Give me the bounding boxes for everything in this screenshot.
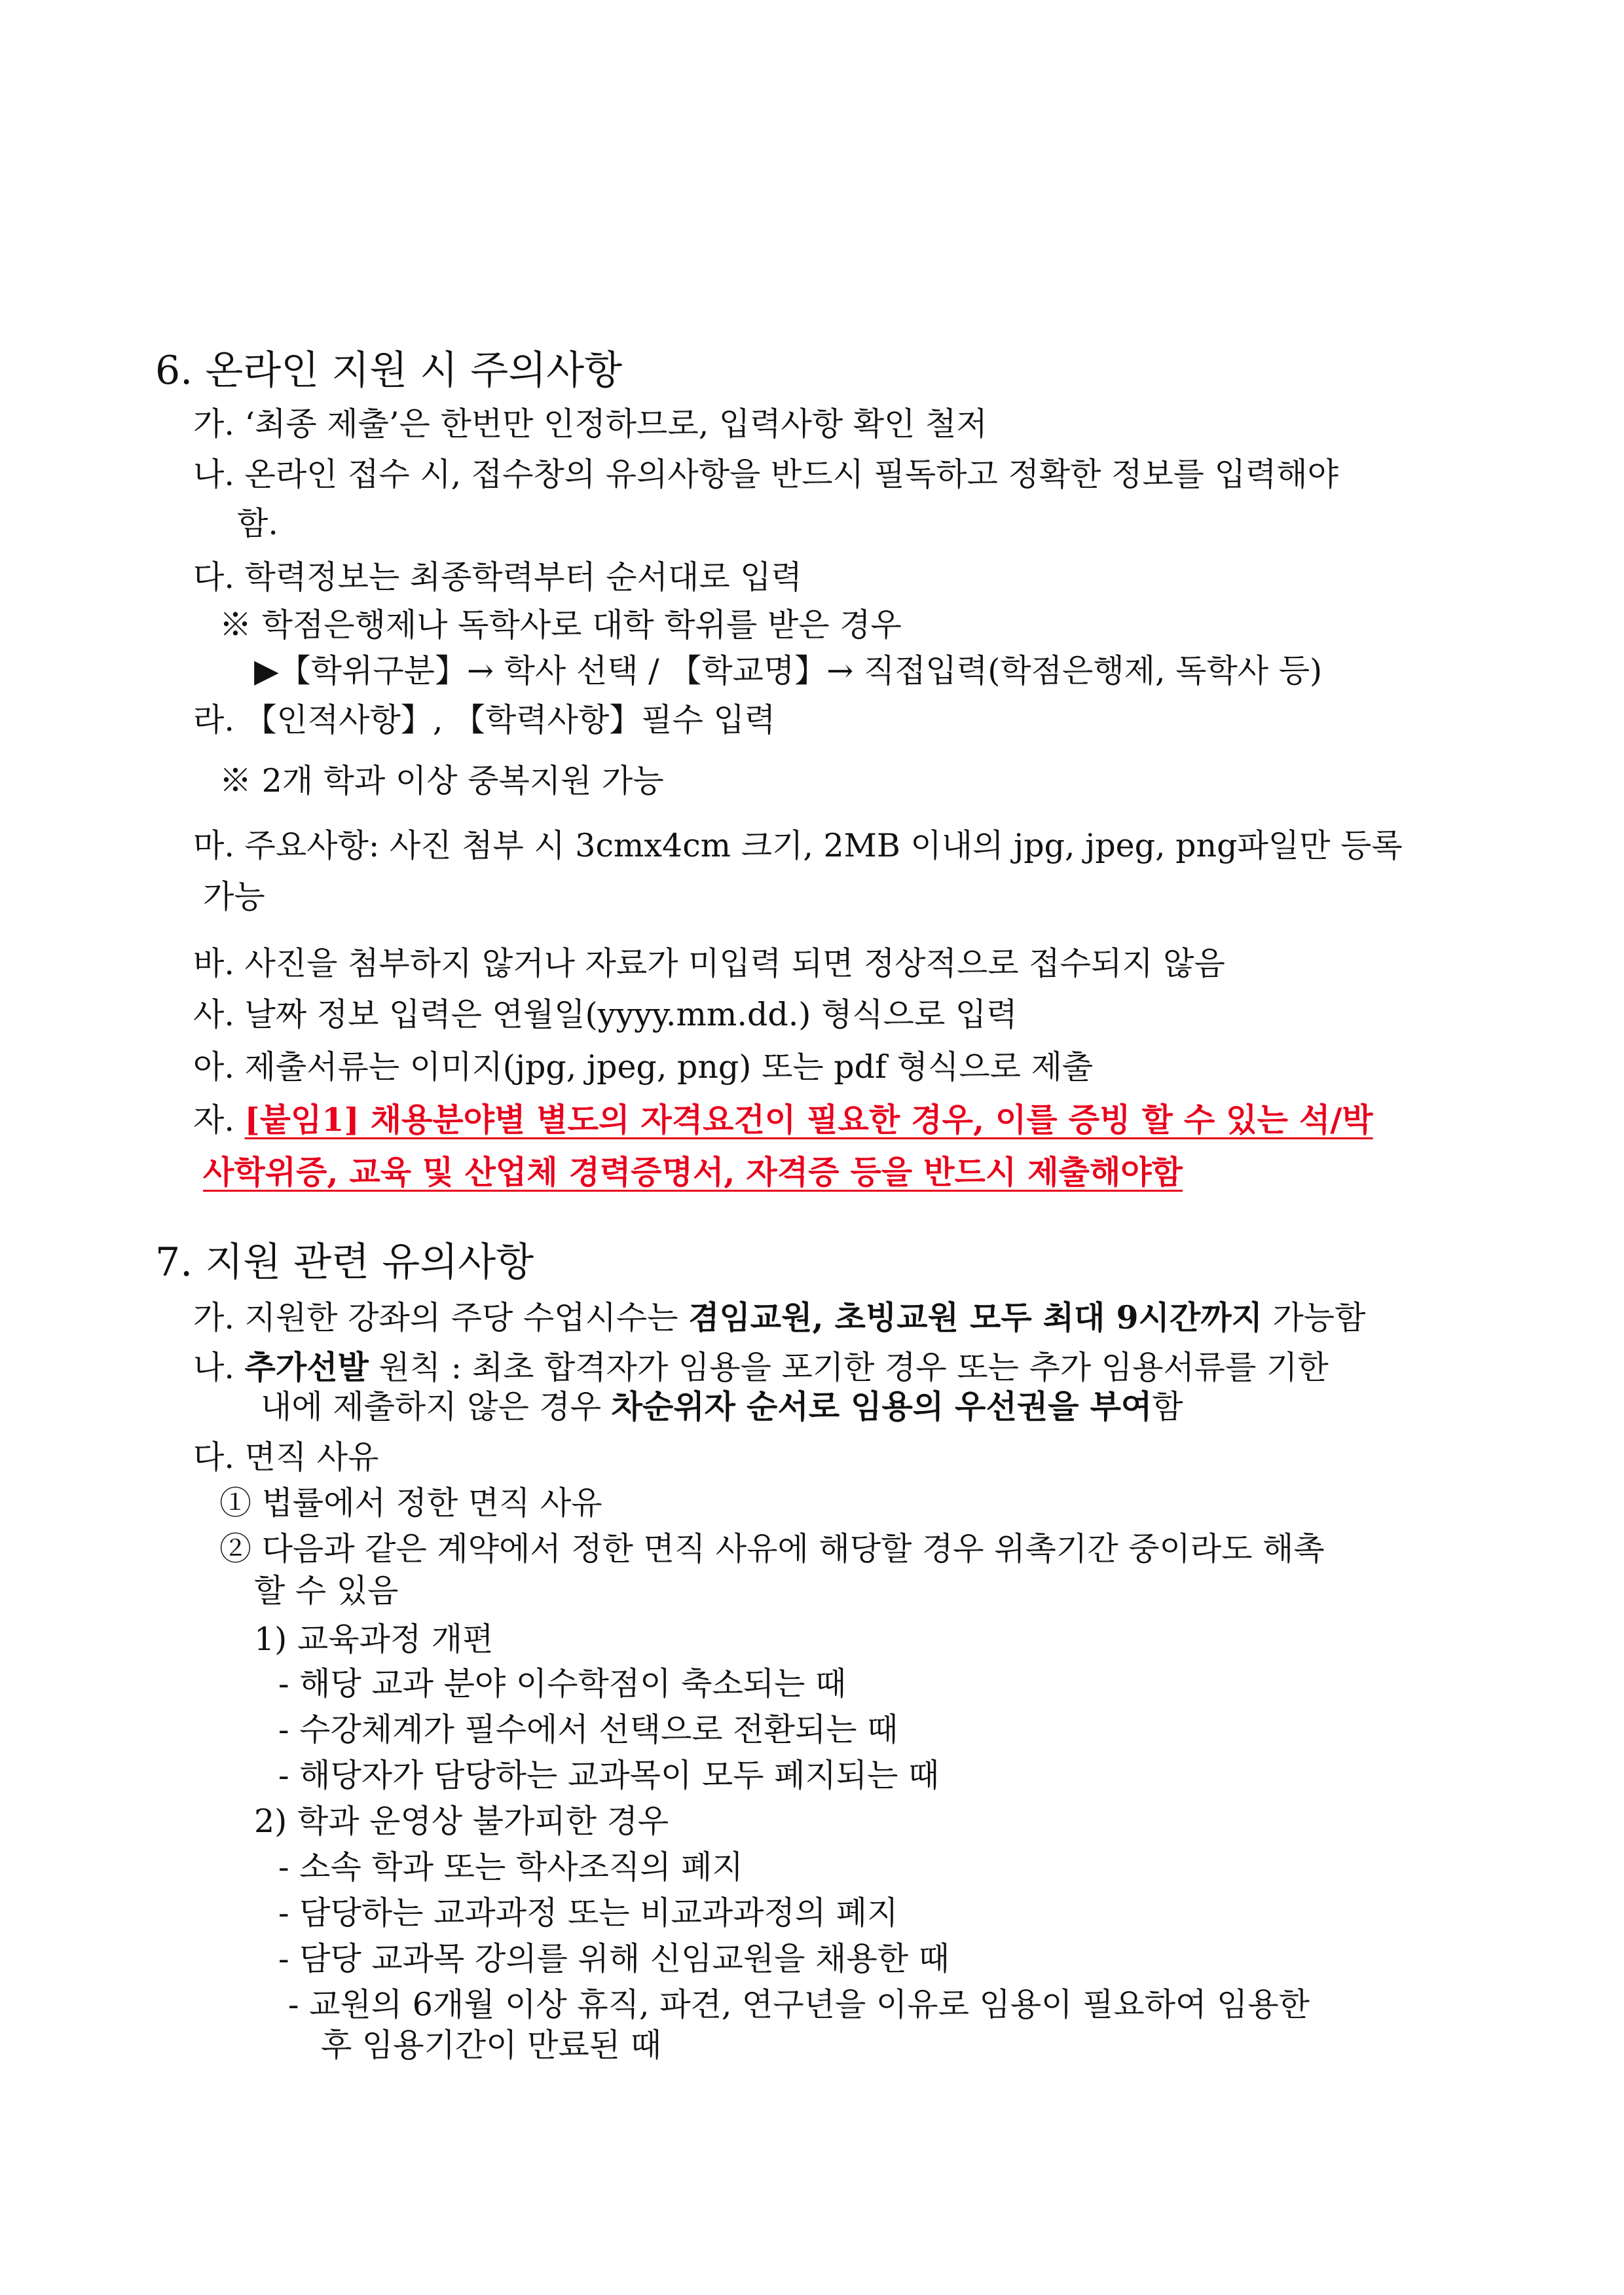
item7-na-text: 원칙 : 최초 합격자가 임용을 포기한 경우 또는 추가 임용서류를 기한	[368, 1349, 1329, 1386]
item-na-line1: 나. 온라인 접수 시, 접수창의 유의사항을 반드시 필독하고 정확한 정보를 입력해야	[193, 456, 1338, 493]
item-ra: 라. 【인적사항】, 【학력사항】필수 입력	[193, 701, 776, 739]
section-6-title: 6. 온라인 지원 시 주의사항	[155, 348, 623, 394]
item7-na-line2	[261, 1387, 1183, 1427]
item7-ga-tail: 가능함	[1262, 1299, 1366, 1336]
item-na-line2: 함.	[237, 505, 278, 542]
item-ba: 바. 사진을 첨부하지 않거나 자료가 미입력 되면 정상적으로 접수되지 않음	[193, 945, 1225, 982]
item7-na-bold: 추가선발	[244, 1348, 369, 1386]
sub-1-item-3: - 해당자가 담당하는 교과목이 모두 폐지되는 때	[278, 1757, 940, 1794]
sub-2-item-3: - 담당 교과목 강의를 위해 신임교원을 채용한 때	[278, 1940, 950, 1977]
item-ja-highlight-line2: 사학위증, 교육 및 산업체 경력증명서, 자격증 등을 반드시 제출해야함	[203, 1153, 1183, 1191]
item7-na-tail: 함	[1152, 1388, 1183, 1425]
item7-na-label: 나.	[193, 1349, 245, 1386]
item-da: 다. 학력정보는 최종학력부터 순서대로 입력	[193, 559, 802, 596]
item-ja-line2	[203, 1152, 1183, 1192]
item7-ga-bold: 겸임교원, 초빙교원 모두 최대 9시간까지	[688, 1298, 1263, 1336]
item-ja-label: 자.	[193, 1101, 245, 1139]
sub-2-item-4-line1: - 교원의 6개월 이상 휴직, 파견, 연구년을 이유로 임용이 필요하여 임용한	[288, 1986, 1310, 2023]
clause-2-line2: 할 수 있음	[254, 1572, 399, 1609]
item7-na-text2: 내에 제출하지 않은 경우	[261, 1388, 612, 1425]
item7-na-line1	[193, 1348, 1329, 1387]
item7-ga-text: 가. 지원한 강좌의 주당 수업시수는	[193, 1299, 689, 1336]
item-ra-note: ※ 2개 학과 이상 중복지원 가능	[219, 762, 664, 799]
item-ma-line2: 가능	[203, 878, 265, 915]
sub-2-item-2: - 담당하는 교과과정 또는 비교과과정의 폐지	[278, 1894, 898, 1932]
item-ga: 가. ‘최종 제출’은 한번만 인정하므로, 입력사항 확인 철저	[193, 405, 987, 443]
section-7-title: 7. 지원 관련 유의사항	[155, 1239, 534, 1285]
sub-2-item-1: - 소속 학과 또는 학사조직의 폐지	[278, 1848, 743, 1886]
item-ja-line1	[193, 1100, 1373, 1140]
sub-1-item-2: - 수강체계가 필수에서 선택으로 전환되는 때	[278, 1711, 898, 1748]
item7-ga	[193, 1298, 1365, 1338]
item-a: 아. 제출서류는 이미지(jpg, jpeg, png) 또는 pdf 형식으로 제출	[193, 1048, 1094, 1086]
sub-2: 2) 학과 운영상 불가피한 경우	[254, 1803, 669, 1840]
sub-1: 1) 교육과정 개편	[254, 1621, 494, 1658]
item7-da: 다. 면직 사유	[193, 1439, 379, 1476]
sub-2-item-4-line2: 후 임용기간이 만료된 때	[321, 2027, 662, 2064]
item-sa: 사. 날짜 정보 입력은 연월일(yyyy.mm.dd.) 형식으로 입력	[193, 996, 1018, 1033]
clause-1: ① 법률에서 정한 면직 사유	[219, 1484, 602, 1522]
item-da-arrow: ▶【학위구분】→ 학사 선택 / 【학교명】→ 직접입력(학점은행제, 독학사 등)	[254, 652, 1323, 689]
item-ma-line1: 마. 주요사항: 사진 첨부 시 3cmx4cm 크기, 2MB 이내의 jpg, jpeg, png파일만 등록	[193, 827, 1403, 864]
item-da-note: ※ 학점은행제나 독학사로 대학 학위를 받은 경우	[219, 606, 902, 644]
clause-2-line1: ② 다음과 같은 계약에서 정한 면직 사유에 해당할 경우 위촉기간 중이라도 해촉	[219, 1530, 1325, 1568]
item7-na-bold2: 차순위자 순서로 임용의 우선권을 부여	[611, 1387, 1153, 1425]
item-ja-highlight-line1: [붙임1] 채용분야별 별도의 자격요건이 필요한 경우, 이를 증빙 할 수 있는 석/박	[244, 1101, 1373, 1139]
sub-1-item-1: - 해당 교과 분야 이수학점이 축소되는 때	[278, 1665, 847, 1702]
